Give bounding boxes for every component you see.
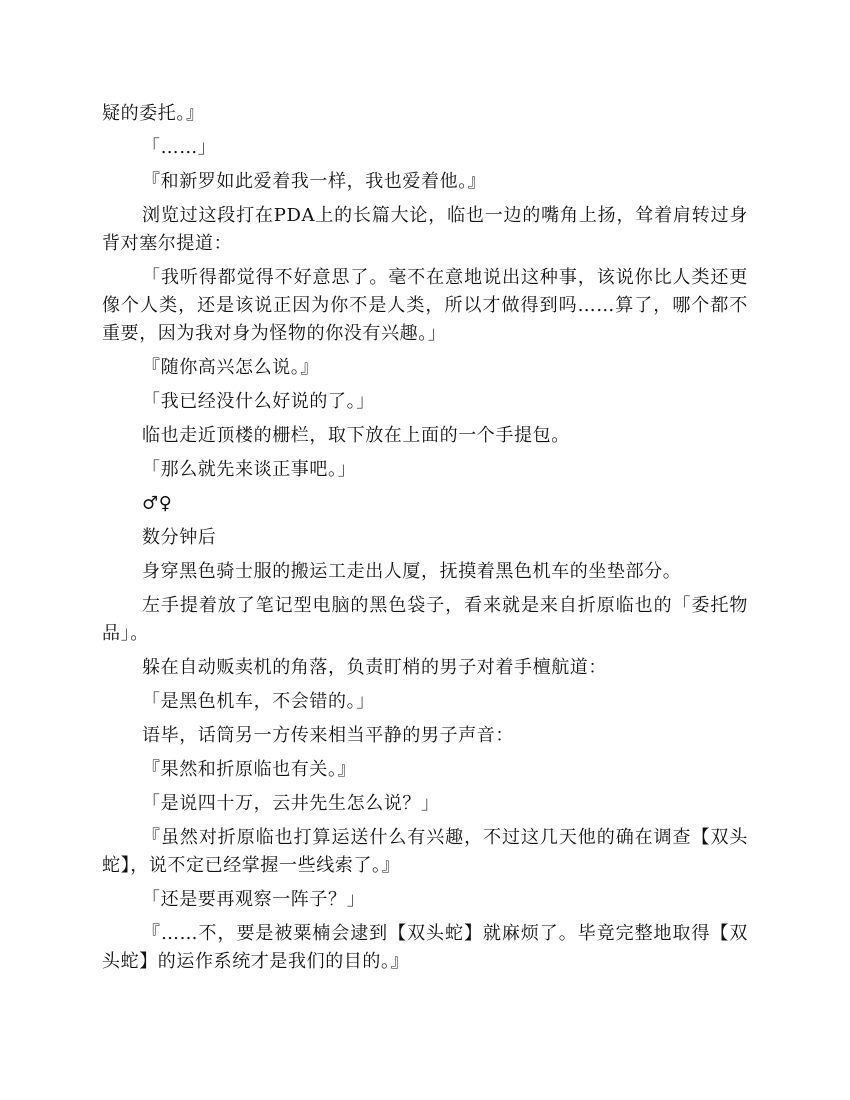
scene-break-symbol: ♂♀	[142, 493, 173, 514]
paragraph: 「我听得都觉得不好意思了。毫不在意地说出这种事，该说你比人类还更像个人类，还是该说正因为你不是人类，所以才做得到吗……算了，哪个都不重要，因为我对身为怪物的你没有兴趣。」	[102, 267, 748, 344]
paragraph: 『和新罗如此爱着我一样，我也爱着他。』	[142, 171, 487, 192]
paragraph: 临也走近顶楼的栅栏，取下放在上面的一个手提包。	[142, 425, 570, 446]
paragraph: 左手提着放了笔记型电脑的黑色袋子，看来就是来自折原临也的「委托物品」。	[102, 595, 748, 644]
paragraph: 『……不，要是被粟楠会逮到【双头蛇】就麻烦了。毕竟完整地取得【双头蛇】的运作系统才是我们的目的。』	[102, 923, 748, 972]
paragraph: 数分钟后	[142, 527, 217, 548]
paragraph: 「那么就先来谈正事吧。」	[142, 459, 357, 480]
paragraph: 疑的委托。』	[102, 103, 205, 124]
paragraph: 「是说四十万，云井先生怎么说？」	[142, 793, 440, 814]
paragraph: 躲在自动贩卖机的角落，负责盯梢的男子对着手檀航道：	[142, 657, 607, 678]
paragraph: 「……」	[142, 137, 217, 158]
paragraph: 「我已经没什么好说的了。」	[142, 391, 375, 412]
paragraph: 身穿黑色骑士服的搬运工走出人厦，抚摸着黑色机车的坐垫部分。	[142, 561, 682, 582]
paragraph: 语毕，话筒另一方传来相当平静的男子声音：	[142, 725, 514, 746]
paragraph: 浏览过这段打在PDA上的长篇大论，临也一边的嘴角上扬，耸着肩转过身背对塞尔提道：	[102, 205, 748, 254]
paragraph: 「还是要再观察一阵子？」	[142, 889, 366, 910]
paragraph: 『果然和折原临也有关。』	[142, 759, 357, 780]
paragraph: 『虽然对折原临也打算运送什么有兴趣，不过这几天他的确在调查【双头蛇】，说不定已经掌握一些线索了。』	[102, 827, 748, 876]
document-page	[102, 100, 748, 982]
paragraph: 『随你高兴怎么说。』	[142, 357, 319, 378]
paragraph: 「是黑色机车，不会错的。」	[142, 691, 375, 712]
